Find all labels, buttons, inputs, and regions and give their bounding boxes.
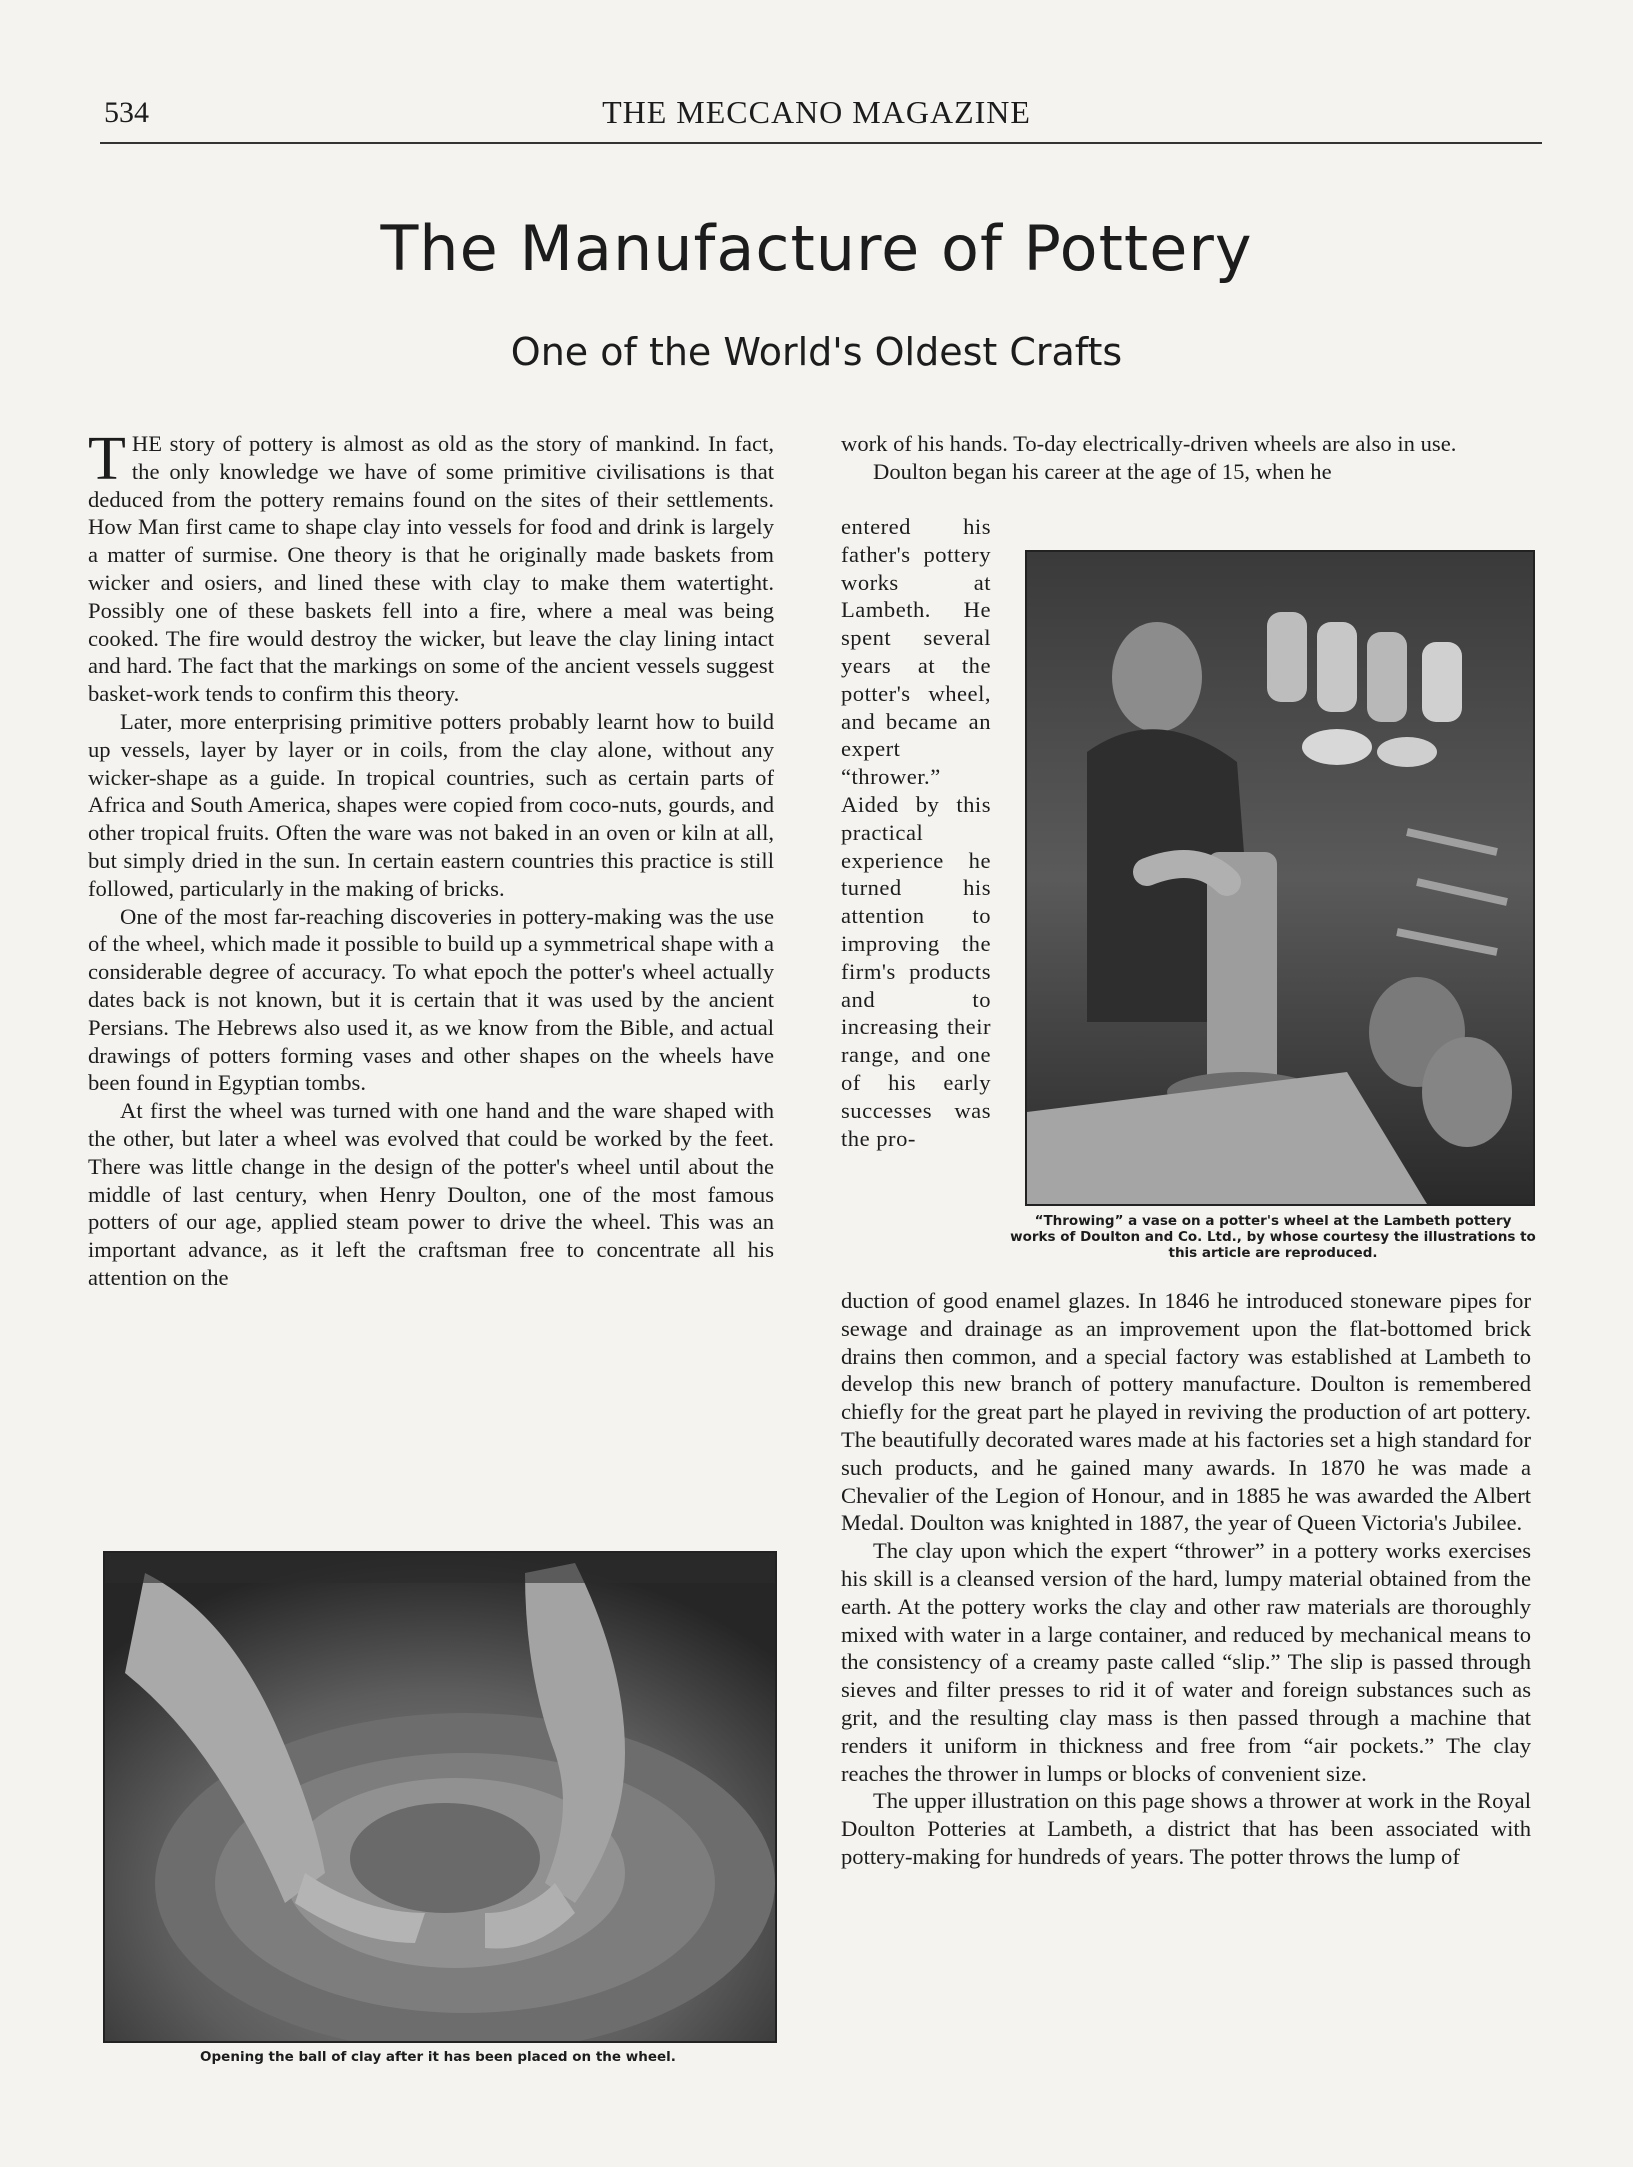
paragraph-text: entered his father's pottery works at Lambeth. He spent several years at the potter's wheel, and became an expert “thrower.” Aided by this practical experience he turned his attention to improving the firm's products and to increasing their range, and one of his early successes was the pro- xyxy=(841,514,991,1151)
photo-caption-bottom: Opening the ball of clay after it has been placed on the wheel. xyxy=(200,2049,676,2065)
left-text-column xyxy=(88,425,774,1292)
paragraph: One of the most far-reaching discoveries in pottery-making was the use of the wheel, which made it possible to build up a symmetrical shape with a considerable degree of accuracy. To what epoch the potter's wheel actually dates back is not known, but it is certain that it was used by the ancient Persians. The Hebrews also used it, as we know from the Bible, and actual drawings of potters forming vases and other shapes on the wheels have been found in Egyptian tombs. xyxy=(88,903,774,1096)
photo-caption-top: “Throwing” a vase on a potter's wheel at the Lambeth pottery works of Doulton and Co. Ltd., by whose courtesy the illustrations to this article are reproduced. xyxy=(1010,1213,1536,1261)
right-text-column-top xyxy=(841,430,1531,486)
right-text-column-bottom xyxy=(841,1287,1531,1871)
drop-cap: T xyxy=(88,425,126,493)
photo-hands-on-clay xyxy=(103,1551,777,2043)
photo-thrower-at-wheel xyxy=(1025,550,1535,1206)
paragraph: At first the wheel was turned with one hand and the ware shaped with the other, but later a wheel was evolved that could be worked by the feet. There was little change in the design of the potter's wheel until about the middle of last century, when Henry Doulton, one of the most famous potters of our age, applied steam power to drive the wheel. This was an important advance, as it left the craftsman free to concentrate all his attention on the xyxy=(88,1098,774,1290)
paragraph-text: HE story of pottery is almost as old as the story of mankind. In fact, the only knowledge we have of some primitive civilisations is that deduced from the pottery remains found on the sites of their settlements. How Man first came to shape clay into vessels for food and drink is largely a matter of surmise. One theory is that he originally made baskets from wicker and osiers, and lined these with clay to make them watertight. Possibly one of these baskets fell into a fire, where a meal was being cooked. The fire would destroy the wicker, but leave the clay lining intact and hard. The fact that the markings on some of the ancient vessels suggest basket-work tends to confirm this theory. xyxy=(88,431,774,707)
magazine-running-head: THE MECCANO MAGAZINE xyxy=(602,94,1031,130)
paragraph: Later, more enterprising primitive potters probably learnt how to build up vessels, layer by layer or in coils, from the clay alone, without any wicker-shape as a guide. In tropical countries, such as certain parts of Africa and South America, shapes were copied from coco-nuts, gourds, and other tropical fruits. Often the ware was not baked in an oven or kiln at all, but simply dried in the sun. In certain eastern countries this practice is still followed, particularly in the making of bricks. xyxy=(88,708,774,901)
photo-thrower-image xyxy=(1027,552,1533,1204)
paragraph: The upper illustration on this page shows a thrower at work in the Royal Doulton Potteries at Lambeth, a district that has been associated with pottery-making for hundreds of years. The potter throws the lump of xyxy=(841,1788,1531,1869)
narrow-text-beside-photo xyxy=(841,513,991,1152)
paragraph: work of his hands. To-day electrically-driven wheels are also in use. xyxy=(841,431,1457,456)
header-rule xyxy=(100,142,1542,144)
page-number: 534 xyxy=(104,96,149,129)
paragraph: The clay upon which the expert “thrower” in a pottery works exercises his skill is a cleansed version of the hard, lumpy material obtained from the earth. At the pottery works the clay and other raw materials are thoroughly mixed with water in a large container, and reduced by mechanical means to the consistency of a creamy paste called “slip.” The slip is passed through sieves and filter presses to rid it of water and foreign substances such as grit, and the resulting clay mass is then passed through a machine that renders it uniform in thickness and free from “air pockets.” The clay reaches the thrower in lumps or blocks of convenient size. xyxy=(841,1538,1531,1786)
paragraph: Doulton began his career at the age of 15, when he xyxy=(873,458,1332,484)
paragraph: duction of good enamel glazes. In 1846 he introduced stoneware pipes for sewage and drainage as an improvement upon the flat-bottomed brick drains then common, and a special factory was established at Lambeth to develop this new branch of pottery manufacture. Doulton is remembered chiefly for the great part he played in reviving the production of art pottery. The beautifully decorated wares made at his factories set a high standard for such products, and he gained many awards. In 1870 he was made a Chevalier of the Legion of Honour, and in 1885 he was awarded the Albert Medal. Doulton was knighted in 1887, the year of Queen Victoria's Jubilee. xyxy=(841,1288,1531,1536)
photo-hands-image xyxy=(105,1553,775,2041)
article-title: The Manufacture of Pottery xyxy=(380,212,1253,285)
article-subtitle: One of the World's Oldest Crafts xyxy=(510,330,1123,374)
paragraph xyxy=(88,425,774,708)
